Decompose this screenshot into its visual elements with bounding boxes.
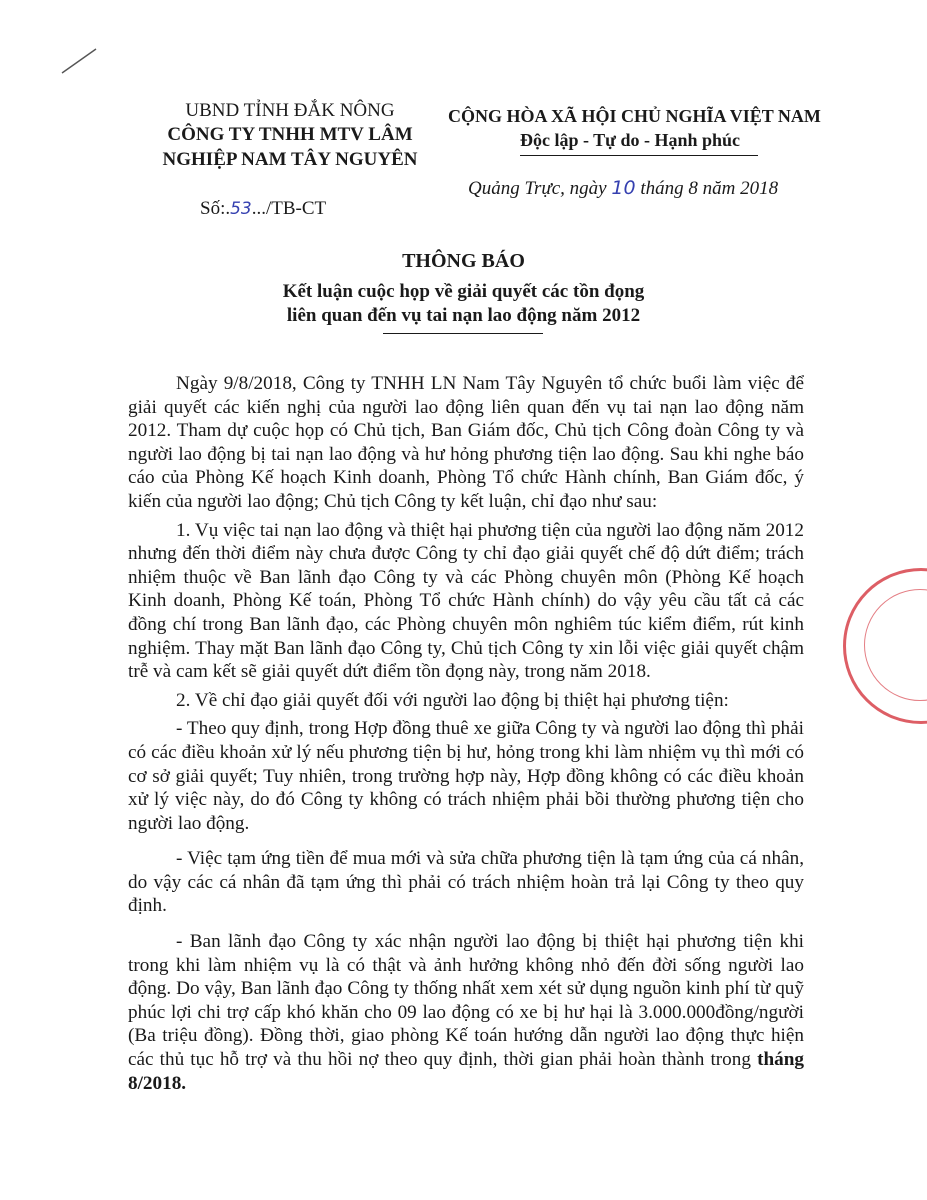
number-handwritten: 53 [230,199,252,219]
bullet-3-paragraph [128,930,804,1095]
document-subtitle-line2: liên quan đến vụ tai nạn lao động năm 2012 [286,305,641,326]
item-1-paragraph: 1. Vụ việc tai nạn lao động và thiệt hại phương tiện của người lao động năm 2012 nhưng đến thời điểm này chưa được Công ty chỉ đạo giải quyết chế độ dứt điểm; trách nhiệm thuộc về Ban lãnh đạo Công ty và các Phòng chuyên môn (Phòng Kế hoạch Kinh doanh, Phòng Kế toán, Phòng Tổ chức Hành chính) do vậy yêu cầu tất cả các đồng chí trong Ban lãnh đạo, các Phòng chuyên môn nghiêm túc kiểm điểm, rút kinh nghiệm. Thay mặt Ban lãnh đạo Công ty, Chủ tịch Công ty xin lỗi việc giải quyết chậm trễ và cam kết sẽ giải quyết dứt điểm tồn đọng này, trong năm 2018. [128,519,804,683]
company-seal [843,568,927,724]
nation-title: CỘNG HÒA XÃ HỘI CHỦ NGHĨA VIỆT NAM [448,106,821,126]
number-suffix: .../TB-CT [251,198,327,219]
bullet-3-text: - Ban lãnh đạo Công ty xác nhận người lao động bị thiệt hại phương tiện khi trong khi làm nhiệm vụ là có thật và ảnh hưởng không nhỏ đến đời sống người lao động. Do vậy, Ban lãnh đạo Công ty thống nhất xem xét sử dụng nguồn kinh phí từ quỹ phúc lợi chi trợ cấp khó khăn cho 09 lao động có xe bị hư hại là 3.000.000đồng/người (Ba triệu đồng). Đồng thời, giao phòng Kế toán hướng dẫn người lao động thực hiện các thủ tục hỗ trợ và thu hồi nợ theo quy định, thời gian phải hoàn thành trong [128,931,804,1071]
item-2-paragraph: 2. Về chỉ đạo giải quyết đối với người lao động bị thiệt hại phương tiện: [176,689,729,711]
number-prefix: Số:. [200,198,231,219]
pen-mark [60,45,100,75]
org-name-line1: CÔNG TY TNHH MTV LÂM [167,124,413,145]
date-day: 10 [611,177,636,199]
motto-underline [520,155,758,156]
document-title: THÔNG BÁO [402,250,525,272]
bullet-3-deadline: tháng 8/2018. [128,1049,805,1094]
bullet-2-paragraph: - Việc tạm ứng tiền để mua mới và sửa chữa phương tiện là tạm ứng của cá nhân, do vậy các cá nhân đã tạm ứng thì phải có trách nhiệm hoàn trả lại Công ty theo quy định. [128,848,804,917]
date-prefix: Quảng Trực, ngày [468,178,607,199]
place-date [468,177,778,200]
bullet-1-paragraph: - Theo quy định, trong Hợp đồng thuê xe giữa Công ty và người lao động thì phải có các điều khoản xử lý nếu phương tiện bị hư, hỏng trong khi làm nhiệm vụ thì mới có cơ sở giải quyết; Tuy nhiên, trong trường hợp này, Hợp đồng không có các điều khoản xử lý việc này, do đó Công ty không có trách nhiệm phải bồi thường phương tiện cho người lao động. [128,718,804,834]
motto: Độc lập - Tự do - Hạnh phúc [520,130,741,150]
document-subtitle-line1: Kết luận cuộc họp về giải quyết các tồn đọng [282,281,645,302]
document-number [200,198,326,220]
title-underline [383,333,543,334]
org-government: UBND TỈNH ĐẮK NÔNG [185,100,395,121]
org-name-line2: NGHIỆP NAM TÂY NGUYÊN [162,149,418,170]
intro-paragraph: Ngày 9/8/2018, Công ty TNHH LN Nam Tây Nguyên tổ chức buổi làm việc để giải quyết các kiến nghị của người lao động liên quan đến vụ tai nạn lao động năm 2012. Tham dự cuộc họp có Chủ tịch, Ban Giám đốc, Chủ tịch Công đoàn Công ty và người lao động bị tai nạn lao động và hư hỏng phương tiện lao động. Sau khi nghe báo cáo của Phòng Kế hoạch Kinh doanh, Phòng Tổ chức Hành chính, Ban Giám đốc, ý kiến của người lao động; Chủ tịch Công ty kết luận, chỉ đạo như sau: [128,373,804,512]
company-seal-inner-ring [864,589,927,701]
document-body [128,372,804,1095]
date-suffix: tháng 8 năm 2018 [640,178,779,199]
